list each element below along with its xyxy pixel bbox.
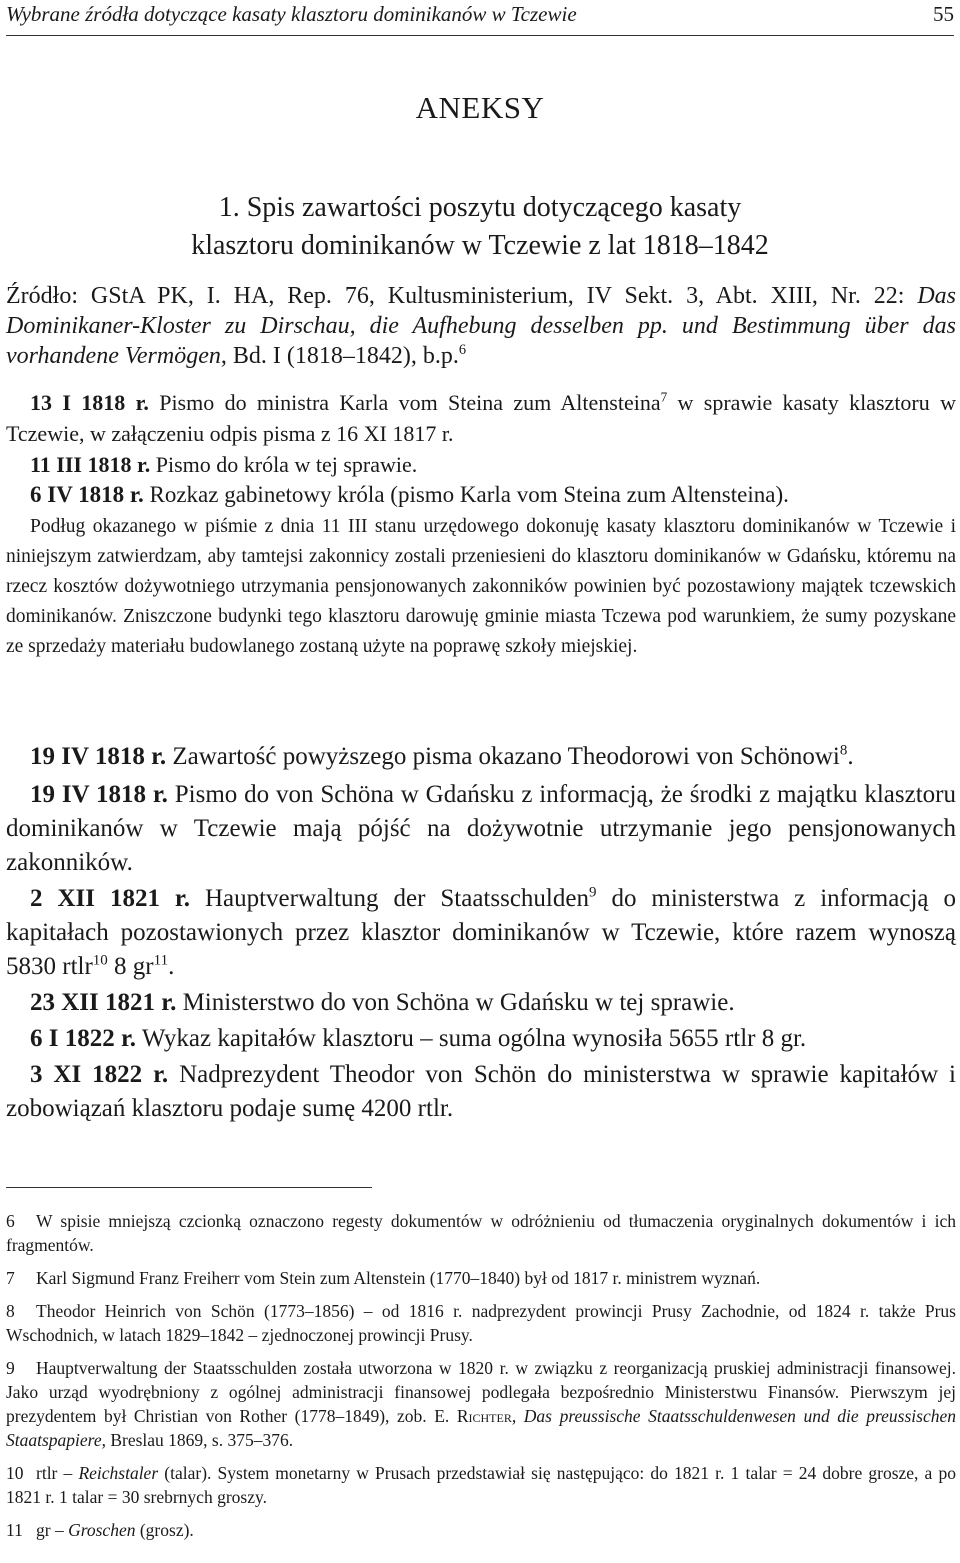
entry-text: do ministerstwa z informacją o kapitałach pozostawionych przez klasztor dominikanów w Tczewie, które razem wynoszą 5830 rtlr xyxy=(6,885,956,980)
footnote-author: Richter xyxy=(456,1406,512,1426)
entry-text: Pismo do króla w tej sprawie. xyxy=(150,452,418,477)
entry-text: Zawartość powyższego pisma okazano Theodorowi von Schönowi xyxy=(166,743,840,770)
footnote-term: rtlr – xyxy=(36,1463,79,1483)
footnote-11 xyxy=(6,1518,956,1542)
entry-list xyxy=(6,387,956,662)
footnote-ref-11[interactable]: 11 xyxy=(153,952,169,969)
entry-3 xyxy=(6,480,956,510)
source-citation xyxy=(6,281,956,371)
footnote-cited-title: Das preussische Staatsschuldenwesen und die preussischen Staatspapiere xyxy=(6,1406,956,1450)
entry-text: Wykaz kapitałów klasztoru – suma ogólna wynosiła 5655 rtlr 8 gr. xyxy=(136,1025,807,1052)
footnote-number: 11 xyxy=(6,1520,23,1540)
source-italic-title: Das Dominikaner-Kloster zu Dirschau, die Aufhebung desselben pp. und Bestimmung über das vorhandene Vermögen xyxy=(6,283,956,369)
source-prefix: Źródło: GStA PK, I. HA, Rep. 76, Kultusministerium, IV Sekt. 3, Abt. XIII, Nr. 22: xyxy=(6,283,918,309)
entry-text: 8 gr xyxy=(107,953,154,980)
footnote-number: 10 xyxy=(6,1463,24,1483)
footnote-text: (talar). System monetarny w Prusach przedstawiał się następująco: do 1821 r. 1 talar = 24 dobre grosze, a po 1821 r. 1 talar = 30 srebrnych groszy. xyxy=(6,1463,956,1507)
entry-6 xyxy=(6,882,956,984)
entry-list-large xyxy=(6,740,956,1126)
entry-text: w sprawie kasaty klasztoru w Tczewie, w załączeniu odpis pisma z 16 XI 1817 r. xyxy=(6,390,956,446)
footnote-rule xyxy=(6,1187,372,1188)
footnote-number: 8 xyxy=(6,1301,15,1321)
footnote-9 xyxy=(6,1356,956,1452)
footnote-term: gr – xyxy=(36,1520,69,1540)
entry-text: Pismo do von Schöna w Gdańsku z informacją, że środki z majątku klasztoru dominikanów w Tczewie mają pójść na dożywotnie utrzymanie jego pensjonowanych zakonników. xyxy=(6,781,956,876)
footnote-text: (grosz). xyxy=(135,1520,194,1540)
footnote-text: , xyxy=(511,1406,524,1426)
entry-date: 2 XII 1821 r. xyxy=(30,885,190,912)
page-number: 55 xyxy=(933,2,954,26)
entry-5 xyxy=(6,778,956,880)
footnote-term-italic: Reichstaler xyxy=(78,1463,159,1483)
section-title xyxy=(0,189,960,265)
section-title-line-1: 1. Spis zawartości poszytu dotyczącego kasaty xyxy=(218,192,742,223)
entry-text: Nadprezydent Theodor von Schön do ministerstwa w sprawie kapitałów i zobowiązań klasztoru podaje sumę 4200 rtlr. xyxy=(6,1061,956,1122)
footnote-text: , Breslau 1869, s. 375–376. xyxy=(101,1430,294,1450)
entry-4 xyxy=(6,740,956,774)
chapter-heading: ANEKSY xyxy=(415,90,545,125)
footnote-number: 9 xyxy=(6,1358,15,1378)
entry-3-quote: Podług okazanego w piśmie z dnia 11 III stanu urzędowego dokonuję kasaty klasztoru dominikanów w Tczewie i niniejszym zatwierdzam, aby tamtejsi zakonnicy zostali przeniesieni do klasztoru dominikanów w Gdańsku, któremu na rzecz kosztów dożywotniego utrzymania pensjonowanych zakonników powinien być pozostawiony majątek tczewskich dominikanów. Zniszczone budynki tego klasztoru darowuję gminie miasta Tczewa pod warunkiem, że sumy pozyskane ze sprzedaży materiału budowlanego zostaną użyte na poprawę szkoły miejskiej. xyxy=(6,516,956,657)
footnote-7 xyxy=(6,1266,956,1290)
entry-date: 19 IV 1818 r. xyxy=(30,743,167,770)
entry-text: . xyxy=(847,743,854,770)
footnote-number: 7 xyxy=(6,1268,15,1288)
footnote-text: Theodor Heinrich von Schön (1773–1856) – od 1816 r. nadprezydent prowincji Prusy Zachodnie, od 1824 r. także Prus Wschodnich, w latach 1829–1842 – zjednoczonej prowincji Prusy. xyxy=(6,1301,956,1345)
footnote-number: 6 xyxy=(6,1211,15,1231)
entry-date: 23 XII 1821 r. xyxy=(30,989,177,1016)
source-suffix: , Bd. I (1818–1842), b.p. xyxy=(220,343,459,369)
footnote-text: W spisie mniejszą czcionką oznaczono regesty dokumentów w odróżnieniu od tłumaczenia oryginalnych dokumentów i ich fragmentów. xyxy=(6,1211,956,1255)
entry-date: 3 XI 1822 r. xyxy=(30,1061,169,1088)
entry-text: Rozkaz gabinetowy króla (pismo Karla vom Steina zum Altensteina). xyxy=(143,482,789,507)
entry-text: Hauptverwaltung der Staatsschulden xyxy=(189,885,589,912)
running-header xyxy=(6,2,954,28)
entry-date: 19 IV 1818 r. xyxy=(30,781,168,808)
entry-text: Pismo do ministra Karla vom Steina zum Altensteina xyxy=(148,390,661,415)
footnote-text: Karl Sigmund Franz Freiherr vom Stein zum Altenstein (1770–1840) był od 1817 r. ministrem wyznań. xyxy=(36,1268,761,1288)
footnote-6 xyxy=(6,1209,956,1257)
footnote-text: Hauptverwaltung der Staatsschulden została utworzona w 1820 r. w związku z reorganizacją pruskiej administracji finansowej. Jako urząd wyodrębniony z ogólnej administracji finansowej podlegała bezpośrednio Ministerstwu Finansów. Pierwszym jej prezydentem był Christian von Rother (1778–1849), zob. E. xyxy=(6,1358,956,1426)
section-title-line-2: klasztoru dominikanów w Tczewie z lat 1818–1842 xyxy=(191,230,769,261)
entry-8 xyxy=(6,1022,956,1056)
entry-9 xyxy=(6,1058,956,1126)
footnotes xyxy=(6,1209,956,1551)
entry-1 xyxy=(6,387,956,449)
entry-2 xyxy=(6,449,956,480)
entry-text: Ministerstwo do von Schöna w Gdańsku w tej sprawie. xyxy=(176,989,735,1016)
entry-date: 11 III 1818 r. xyxy=(30,452,151,477)
footnote-8 xyxy=(6,1299,956,1347)
footnote-ref-6[interactable]: 6 xyxy=(458,342,467,358)
footnote-ref-9[interactable]: 9 xyxy=(588,884,597,901)
entry-7 xyxy=(6,986,956,1020)
entry-date: 6 IV 1818 r. xyxy=(30,482,144,507)
footnote-ref-8[interactable]: 8 xyxy=(839,742,848,759)
footnote-ref-10[interactable]: 10 xyxy=(92,952,108,969)
footnote-ref-7[interactable]: 7 xyxy=(660,389,668,405)
header-rule xyxy=(6,35,954,36)
entry-text: . xyxy=(168,953,175,980)
running-title: Wybrane źródła dotyczące kasaty klasztoru dominikanów w Tczewie xyxy=(6,2,577,26)
entry-date: 13 I 1818 r. xyxy=(30,390,149,415)
entry-date: 6 I 1822 r. xyxy=(30,1025,137,1052)
footnote-term-italic: Groschen xyxy=(68,1520,136,1540)
footnote-10 xyxy=(6,1461,956,1509)
